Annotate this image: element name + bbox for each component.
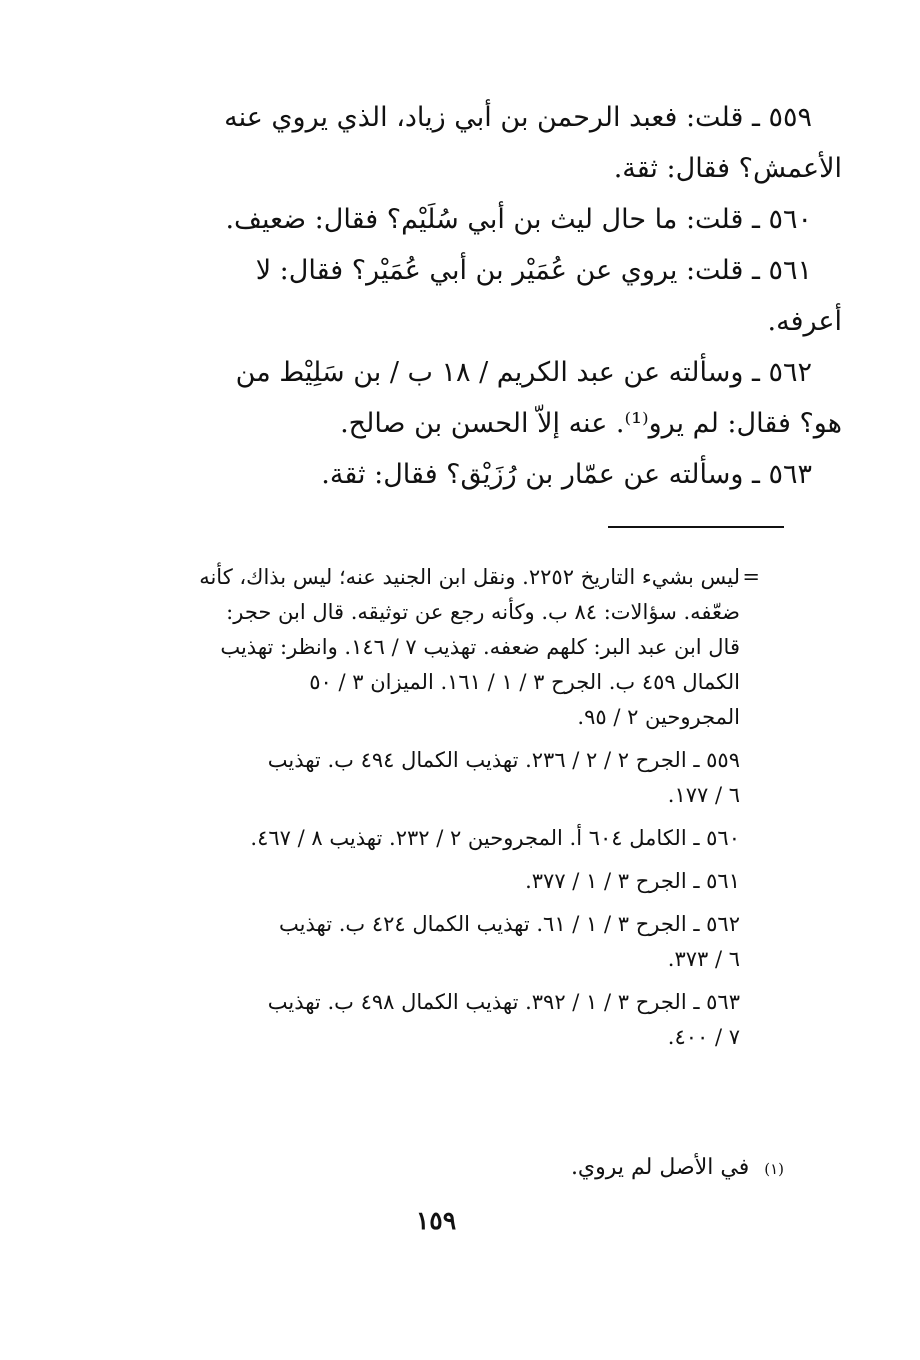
- note-563: [128, 985, 740, 1055]
- note-line: ٦ / ١٧٧.: [667, 783, 740, 807]
- entry-560: [107, 194, 812, 245]
- note-line: ضعّفه. سؤالات: ٨٤ ب. وكأنه رجع عن توثيقه. قال ابن حجر:: [226, 600, 740, 624]
- note-562: [128, 907, 740, 977]
- continuation-mark: =: [742, 565, 760, 589]
- note-line: ٦ / ٣٧٣.: [667, 947, 740, 971]
- note-line: ٥٥٩ ـ الجرح ٢ / ٢ / ٢٣٦. تهذيب الكمال ٤٩٤ ب. تهذيب: [267, 748, 740, 772]
- footnotes-block: [128, 560, 740, 1063]
- entry-562: [107, 347, 842, 449]
- entry-line: ٥٦٣ ـ وسألته عن عمّار بن رُزَيْق؟ فقال: ثقة.: [321, 459, 812, 490]
- main-text-body: [107, 92, 842, 500]
- entry-line: أعرفه.: [767, 306, 842, 337]
- note-line: قال ابن عبد البر: كلهم ضعفه. تهذيب ٧ / ١٤٦. وانظر: تهذيب: [220, 635, 740, 659]
- footnote-text: في الأصل لم يروي.: [570, 1155, 750, 1180]
- entry-line: ٥٦٠ ـ قلت: ما حال ليث بن أبي سُلَيْم؟ فقال: ضعيف.: [225, 204, 812, 235]
- note-line: المجروحين ٢ / ٩٥.: [577, 705, 740, 729]
- entry-line: ٥٥٩ ـ قلت: فعبد الرحمن بن أبي زياد، الذي يروي عنه: [224, 102, 812, 133]
- entry-line: الأعمش؟ فقال: ثقة.: [613, 153, 842, 184]
- page-number: ١٥٩: [415, 1206, 457, 1235]
- entry-line: ٥٦١ ـ قلت: يروي عن عُمَيْر بن أبي عُمَيْر؟ فقال: لا: [255, 255, 812, 286]
- note-line: ٥٦٣ ـ الجرح ٣ / ١ / ٣٩٢. تهذيب الكمال ٤٩٨ ب. تهذيب: [267, 990, 740, 1014]
- footnote-separator: [608, 526, 784, 528]
- entry-561: [107, 245, 842, 347]
- note-559: [128, 743, 740, 813]
- note-line: الكمال ٤٥٩ ب. الجرح ٣ / ١ / ١٦١. الميزان ٣ / ٥٠: [309, 670, 740, 694]
- note-line: ٧ / ٤٠٠.: [667, 1025, 740, 1049]
- continued-note: [128, 560, 740, 735]
- entry-line: ٥٦٢ ـ وسألته عن عبد الكريم / ١٨ ب / بن سَلِيْط من: [235, 357, 812, 388]
- note-560: [128, 821, 740, 856]
- entry-563: [107, 449, 812, 500]
- note-line: ليس بشيء التاريخ ٢٢٥٢. ونقل ابن الجنيد عنه؛ ليس بذاك، كأنه: [199, 565, 740, 589]
- footnote-marker: (١): [764, 1160, 784, 1178]
- entry-559: [107, 92, 842, 194]
- footnote-1: [571, 1150, 784, 1187]
- note-line: ٥٦٠ ـ الكامل ٦٠٤ أ. المجروحين ٢ / ٢٣٢. تهذيب ٨ / ٤٦٧.: [250, 826, 740, 850]
- note-561: [128, 864, 740, 899]
- note-line: ٥٦١ ـ الجرح ٣ / ١ / ٣٧٧.: [525, 869, 740, 893]
- entry-line: هو؟ فقال: لم يرو⁽¹⁾. عنه إلاّ الحسن بن صالح.: [340, 408, 842, 439]
- note-line: ٥٦٢ ـ الجرح ٣ / ١ / ٦١. تهذيب الكمال ٤٢٤ ب. تهذيب: [279, 912, 740, 936]
